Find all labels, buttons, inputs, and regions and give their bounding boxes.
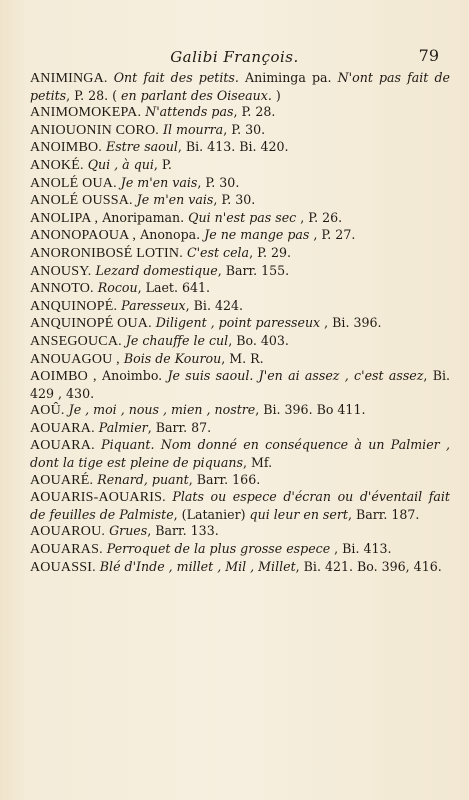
- entry-definition: Piquant. Nom donné en conséquence à un Palmier , dont la tige est pleine de piquans: [30, 437, 450, 471]
- dictionary-entry: [30, 420, 450, 438]
- dictionary-entry: [30, 298, 450, 316]
- entry-headword: AOÛ.: [30, 403, 65, 419]
- entry-definition: Lezard domestique: [91, 262, 218, 278]
- dictionary-entry: [30, 402, 450, 420]
- entry-reference: , Bi. 429 , 430.: [30, 368, 450, 401]
- entry-definition: Qui n'est pas sec: [184, 209, 297, 225]
- entry-definition: Blé d'Inde , millet , Mil , Millet: [95, 558, 296, 574]
- entry-headword: AOUARA.: [30, 420, 95, 436]
- entry-reference: , Bi. 396. Bo 411.: [255, 402, 366, 418]
- entry-headword: AOUASSI.: [30, 559, 96, 575]
- dictionary-entry: [30, 175, 450, 193]
- dictionary-entry: [30, 210, 450, 228]
- entry-reference: , P. 29.: [249, 244, 292, 260]
- entry-definition: Je m'en vais: [132, 192, 214, 208]
- dictionary-entry: [30, 70, 450, 104]
- dictionary-entry: [30, 437, 450, 471]
- entry-headword: ANSEGOUCA.: [30, 333, 122, 349]
- entry-headword: ANOKÉ.: [30, 157, 84, 173]
- dictionary-entry: [30, 139, 450, 157]
- entry-definition: en parlant des Oiseaux.: [117, 87, 272, 103]
- dictionary-entry: [30, 192, 450, 210]
- entry-definition: Qui , à qui: [83, 156, 154, 172]
- running-title: Galibi François.: [170, 48, 299, 66]
- dictionary-entry: [30, 351, 450, 369]
- entry-headword: ANOLÉ OUA.: [30, 175, 117, 191]
- entry-definition: N'ont pas fait de petits: [30, 70, 450, 103]
- dictionary-entry: [30, 315, 450, 333]
- entry-headword: ANOLÉ OUSSA.: [30, 193, 133, 209]
- entry-definition: Je , moi , nous , mien , nostre: [64, 402, 256, 418]
- entry-reference: , P. 30.: [197, 174, 240, 190]
- entry-headword: AOUAROU.: [30, 524, 106, 540]
- entry-reference: , Bo. 403.: [228, 332, 289, 348]
- dictionary-entries: [30, 70, 450, 576]
- entry-headword: AOIMBO ,: [30, 369, 97, 385]
- entry-headword: ANONOPAOUA ,: [30, 228, 137, 244]
- dictionary-entry: [30, 333, 450, 351]
- entry-reference: , P. 28.: [233, 104, 276, 120]
- entry-reference: , Barr. 87.: [147, 419, 212, 435]
- entry-reference: , P. 28. (: [66, 87, 118, 103]
- entry-reference: Anoripaman.: [98, 209, 185, 225]
- dictionary-entry: [30, 227, 450, 245]
- entry-reference: , Mf.: [242, 455, 273, 471]
- entry-definition: N'attends pas: [141, 104, 234, 120]
- entry-headword: ANQUINOPÉ.: [30, 298, 118, 314]
- entry-definition: C'est cela: [182, 244, 250, 260]
- entry-headword: AOUARÉ.: [30, 472, 94, 488]
- entry-reference: , P. 30.: [213, 192, 256, 208]
- entry-reference: , Bi. 413.: [330, 541, 392, 557]
- entry-definition: Je m'en vais: [116, 174, 198, 190]
- entry-headword: AOUARA.: [30, 438, 95, 454]
- dictionary-entry: [30, 122, 450, 140]
- entry-definition: Je suis saoul. J'en ai assez , c'est assez: [162, 368, 424, 384]
- entry-headword: AOUARIS-AOUARIS.: [30, 490, 166, 506]
- entry-definition: Rocou: [93, 280, 138, 296]
- entry-definition: Paresseux: [117, 297, 186, 313]
- entry-headword: ANIMINGA.: [30, 71, 108, 86]
- entry-reference: , Bi. 413. Bi. 420.: [177, 139, 289, 155]
- entry-reference: , P. 30.: [223, 121, 266, 137]
- entry-headword: ANOIMBO.: [30, 140, 102, 156]
- entry-reference: Anonopa.: [136, 227, 201, 243]
- dictionary-entry: [30, 104, 450, 122]
- entry-definition: Grues: [105, 523, 148, 539]
- entry-reference: , M. R.: [221, 350, 264, 366]
- dictionary-entry: [30, 541, 450, 559]
- entry-headword: ANQUINOPÉ OUA.: [30, 316, 152, 332]
- entry-definition: Je chauffe le cul: [121, 332, 229, 348]
- entry-reference: , Barr. 133.: [147, 523, 219, 539]
- entry-headword: ANORONIBOSÉ LOTIN.: [30, 245, 183, 261]
- entry-headword: AOUARAS.: [30, 542, 103, 558]
- entry-reference: ): [271, 87, 281, 103]
- entry-headword: ANOUSY.: [30, 263, 92, 279]
- entry-definition: Il mourra: [159, 121, 224, 137]
- dictionary-entry: [30, 280, 450, 298]
- entry-definition: Perroquet de la plus grosse espece: [102, 541, 331, 557]
- entry-reference: , Laet. 641.: [137, 280, 211, 296]
- entry-definition: Renard, puant: [93, 471, 189, 487]
- entry-definition: Palmier: [94, 419, 148, 435]
- dictionary-entry: [30, 263, 450, 281]
- entry-headword: ANNOTO.: [30, 281, 94, 297]
- entry-reference: , P. 27.: [309, 227, 356, 243]
- entry-reference: Animinga pa.: [238, 70, 332, 85]
- entry-headword: ANOUAGOU ,: [30, 351, 120, 367]
- entry-headword: ANIMOMOKEPA.: [30, 105, 142, 121]
- entry-reference: , Bi. 424.: [185, 297, 244, 313]
- entry-reference: , P. 26.: [296, 209, 343, 225]
- entry-headword: ANOLIPA ,: [30, 210, 99, 226]
- entry-definition: Diligent , point paresseux: [151, 315, 321, 331]
- dictionary-entry: [30, 245, 450, 263]
- entry-reference: , Barr. 166.: [188, 471, 261, 487]
- entry-definition: Plats ou espece d'écran ou d'éventail fait de feuilles de Palmiste: [30, 489, 450, 522]
- entry-reference: , Barr. 155.: [217, 262, 290, 278]
- entry-definition: Je ne mange pas: [200, 227, 310, 243]
- dictionary-entry: [30, 559, 450, 577]
- entry-definition: Bois de Kourou: [119, 350, 222, 366]
- entry-reference: , Bi. 421. Bo. 396, 416.: [295, 558, 442, 574]
- entry-reference: , (Latanier): [173, 506, 246, 522]
- dictionary-entry: [30, 472, 450, 490]
- entry-reference: , Bi. 396.: [320, 315, 382, 331]
- entry-definition: Estre saoul: [102, 139, 178, 155]
- entry-definition: qui leur en sert: [245, 506, 348, 522]
- page-number: 79: [418, 46, 439, 65]
- dictionary-entry: [30, 368, 450, 402]
- entry-reference: Anoimbo.: [96, 368, 163, 384]
- dictionary-entry: [30, 523, 450, 541]
- dictionary-entry: [30, 157, 450, 175]
- entry-definition: Ont fait des petits.: [107, 70, 239, 85]
- dictionary-entry: [30, 489, 450, 523]
- entry-headword: ANIOUONIN CORO.: [30, 122, 159, 138]
- entry-reference: , P.: [153, 156, 172, 172]
- entry-reference: , Barr. 187.: [347, 506, 420, 522]
- running-head: [0, 48, 469, 68]
